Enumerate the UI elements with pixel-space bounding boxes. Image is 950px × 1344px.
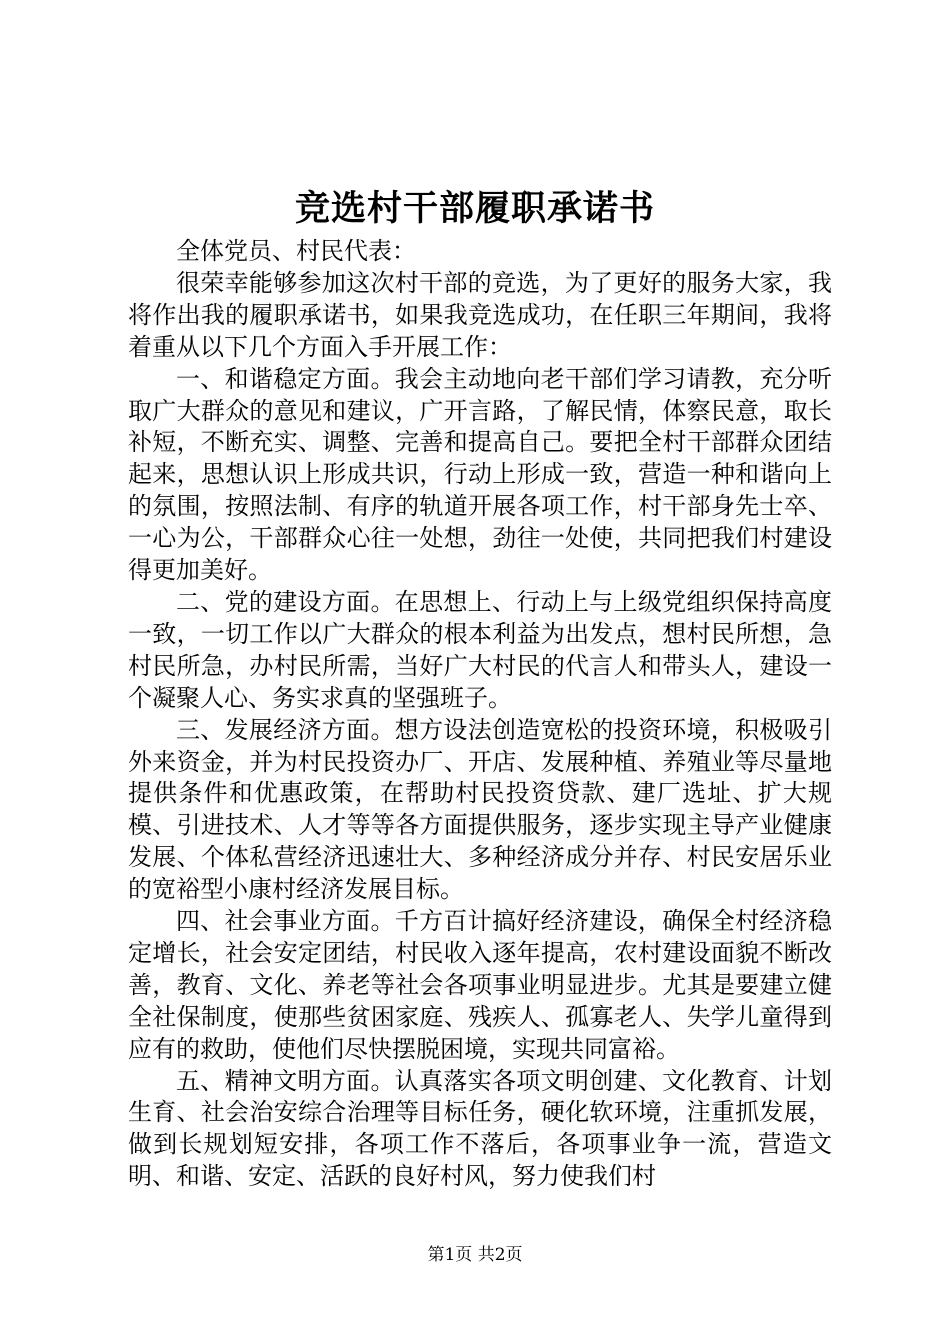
intro-paragraph: 很荣幸能够参加这次村干部的竞选，为了更好的服务大家，我将作出我的履职承诺书，如果我竞选成功，在任职三年期间，我将着重从以下几个方面入手开展工作： — [128, 268, 832, 361]
section-social-affairs: 四、社会事业方面。千方百计搞好经济建设，确保全村经济稳定增长，社会安定团结，村民收入逐年提高，农村建设面貌不断改善，教育、文化、养老等社会各项事业明显进步。尤其是要建立健全社保制度，使那些贫困家庭、残疾人、孤寡老人、失学儿童得到应有的救助，使他们尽快摆脱困境，实现共同富裕。 — [128, 907, 832, 1063]
document-body — [128, 236, 832, 1193]
page-number-footer: 第1页 共2页 — [427, 1245, 523, 1265]
section-party-building: 二、党的建设方面。在思想上、行动上与上级党组织保持高度一致，一切工作以广大群众的根本利益为出发点，想村民所想，急村民所急，办村民所需，当好广大村民的代言人和带头人，建设一个凝聚人心、务实求真的坚强班子。 — [128, 587, 832, 712]
salutation: 全体党员、村民代表： — [176, 237, 416, 265]
document-title: 竞选村干部履职承诺书 — [294, 188, 655, 229]
section-harmony-stability: 一、和谐稳定方面。我会主动地向老干部们学习请教，充分听取广大群众的意见和建议，广开言路，了解民情，体察民意，取长补短，不断充实、调整、完善和提高自己。要把全村干部群众团结起来，思想认识上形成共识，行动上形成一致，营造一种和谐向上的氛围，按照法制、有序的轨道开展各项工作，村干部身先士卒、一心为公，干部群众心往一处想，劲往一处使，共同把我们村建设得更加美好。 — [128, 364, 832, 585]
section-spiritual-civilization: 五、精神文明方面。认真落实各项文明创建、文化教育、计划生育、社会治安综合治理等目标任务，硬化软环境，注重抓发展，做到长规划短安排，各项工作不落后，各项事业争一流，营造文明、和谐、安定、活跃的良好村风，努力使我们村 — [128, 1066, 832, 1191]
section-economic-development: 三、发展经济方面。想方设法创造宽松的投资环境，积极吸引外来资金，并为村民投资办厂、开店、发展种植、养殖业等尽量地提供条件和优惠政策，在帮助村民投资贷款、建厂选址、扩大规模、引进技术、人才等等各方面提供服务，逐步实现主导产业健康发展、个体私营经济迅速壮大、多种经济成分并存、村民安居乐业的宽裕型小康村经济发展目标。 — [128, 715, 832, 904]
